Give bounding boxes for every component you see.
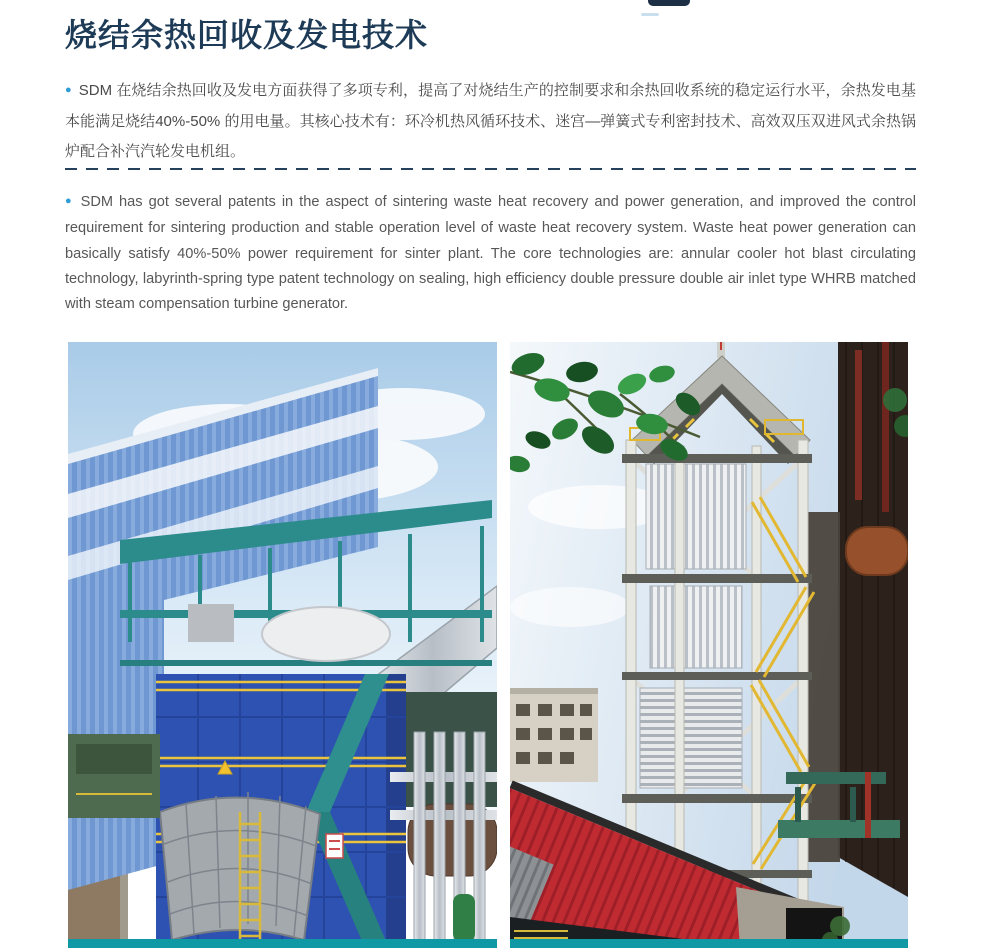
- bullet-icon: ●: [65, 195, 74, 207]
- green-tank: [453, 894, 475, 942]
- clipped-header-graphic: [648, 0, 690, 6]
- dark-building-right: [838, 342, 908, 897]
- footer-teal-band: [68, 939, 497, 948]
- page-title: 烧结余热回收及发电技术: [65, 17, 429, 53]
- equipment-box: [188, 604, 234, 642]
- chinese-paragraph: [65, 76, 916, 167]
- photo-right-illustration: [510, 342, 908, 948]
- pipe-bundle-upper: [646, 464, 746, 569]
- photo-left-illustration: [68, 342, 497, 948]
- drum-tank: [262, 607, 390, 661]
- green-machinery: [68, 734, 160, 818]
- pipe-bundle-mid: [650, 586, 742, 668]
- background-buildings: [510, 688, 598, 782]
- english-paragraph: [65, 190, 916, 317]
- mid-structures: [808, 512, 840, 862]
- footer-teal-band: [510, 939, 908, 948]
- english-paragraph-text: SDM has got several patents in the aspect of sintering waste heat recovery and power generation, and improved the control requirement for sintering production and stable operation level of waste heat recovery system. Waste heat power generation can basically satisfy 40%-50% power requirement for sinter plant. The core technologies are: annular cooler hot blast circulating technology, labyrinth-spring type patent technology on sealing, high efficiency double pressure double air inlet type WHRB matched with steam compensation turbine generator.: [65, 194, 916, 313]
- safety-sign: [326, 834, 343, 858]
- photo-right-boiler-tower: [510, 342, 908, 948]
- bullet-icon: ●: [65, 84, 72, 96]
- dashed-divider: [65, 168, 916, 170]
- slat-bundle: [640, 688, 742, 788]
- chinese-paragraph-text: SDM 在烧结余热回收及发电方面获得了多项专利，提高了对烧结生产的控制要求和余热回收系统的稳定运行水平，余热发电基本能满足烧结40%-50% 的用电量。其核心技术有：环冷机热风循环技术、迷宫—弹簧式专利密封技术、高效双压双进风式余热锅炉配合补汽汽轮发电机组。: [65, 82, 916, 160]
- rusty-duct-elbow: [846, 527, 908, 575]
- photo-left-boiler: [68, 342, 497, 948]
